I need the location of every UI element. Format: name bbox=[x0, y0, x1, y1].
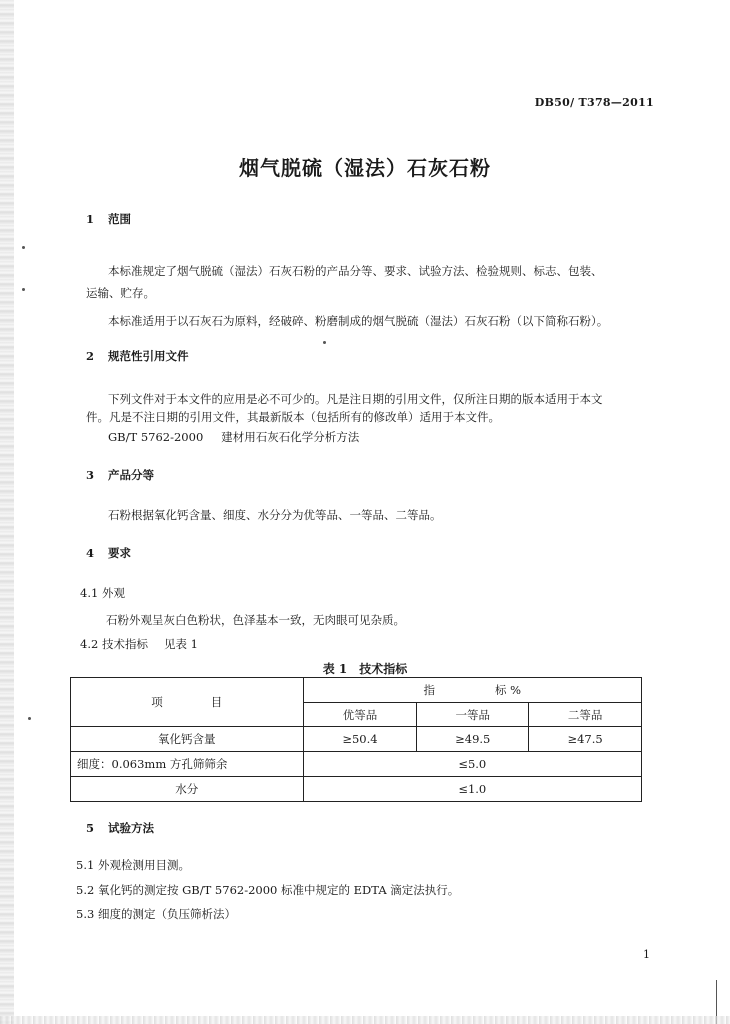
subsection-5-2: 5.2 氧化钙的测定按 GB/T 5762-2000 标准中规定的 EDTA 滴定法执行。 bbox=[76, 883, 460, 897]
subsection-5-3: 5.3 细度的测定（负压筛析法） bbox=[76, 907, 236, 921]
section-number: 4 bbox=[86, 546, 95, 560]
scan-dot bbox=[323, 341, 326, 344]
row-value: ≥49.5 bbox=[417, 727, 529, 752]
section-5-heading bbox=[86, 820, 154, 836]
subsection-4-2-ref: 见表 1 bbox=[163, 637, 198, 651]
table-header-row bbox=[71, 678, 642, 703]
row-item: 氧化钙含量 bbox=[71, 727, 304, 752]
item-header-a: 项 bbox=[151, 695, 163, 709]
subsection-4-2 bbox=[80, 636, 198, 652]
row-item: 水分 bbox=[71, 777, 304, 802]
section-number: 2 bbox=[86, 349, 95, 363]
item-header-b: 目 bbox=[210, 695, 223, 709]
spec-table bbox=[70, 677, 642, 802]
section-title: 要求 bbox=[108, 546, 131, 560]
index-header-a: 指 bbox=[423, 683, 435, 697]
scan-bottom-edge bbox=[0, 1016, 730, 1024]
section-title: 试验方法 bbox=[108, 821, 154, 835]
section-1-para2: 本标准适用于以石灰石为原料，经破碎、粉磨制成的烟气脱硫（湿法）石灰石粉（以下简称石粉）。 bbox=[108, 314, 609, 328]
grade-header: 二等品 bbox=[529, 703, 642, 727]
scan-dot bbox=[22, 246, 25, 249]
grade-header: 一等品 bbox=[417, 703, 529, 727]
subsection-4-2-title: 4.2 技术指标 bbox=[80, 637, 148, 651]
section-number: 1 bbox=[86, 212, 95, 226]
section-2-heading bbox=[86, 348, 189, 364]
reference-entry bbox=[108, 429, 359, 445]
row-merged-value: ≤5.0 bbox=[303, 752, 641, 777]
table-row bbox=[71, 727, 642, 752]
table-caption bbox=[0, 660, 730, 677]
section-2-para-line1: 下列文件对于本文件的应用是必不可少的。凡是注日期的引用文件，仅所注日期的版本适用于本文 bbox=[108, 392, 603, 406]
section-number: 5 bbox=[86, 821, 95, 835]
document-title: 烟气脱硫（湿法）石灰石粉 bbox=[239, 156, 491, 180]
row-merged-value: ≤1.0 bbox=[303, 777, 641, 802]
section-2-para-line2: 件。凡是不注日期的引用文件，其最新版本（包括所有的修改单）适用于本文件。 bbox=[86, 410, 500, 424]
section-3-heading bbox=[86, 467, 154, 483]
subsection-4-1-text: 石粉外观呈灰白色粉状，色泽基本一致，无肉眼可见杂质。 bbox=[106, 613, 405, 627]
page-number: 1 bbox=[643, 948, 650, 961]
row-value: ≥47.5 bbox=[529, 727, 642, 752]
section-1-para1-line2: 运输、贮存。 bbox=[86, 286, 155, 300]
section-4-heading bbox=[86, 545, 131, 561]
section-1-heading bbox=[86, 211, 131, 227]
section-3-para: 石粉根据氧化钙含量、细度、水分分为优等品、一等品、二等品。 bbox=[108, 508, 442, 522]
table-caption-label: 表 1 bbox=[322, 662, 348, 676]
item-header-cell bbox=[71, 678, 304, 727]
section-title: 产品分等 bbox=[108, 468, 154, 482]
row-item: 细度：0.063mm 方孔筛筛余 bbox=[71, 752, 304, 777]
section-title: 规范性引用文件 bbox=[108, 349, 189, 363]
table-row bbox=[71, 752, 642, 777]
reference-title: 建材用石灰石化学分析方法 bbox=[221, 430, 360, 444]
index-header-b: 标 % bbox=[494, 683, 522, 697]
document-id: DB50/ T378—2011 bbox=[534, 96, 654, 109]
subsection-4-1-title: 4.1 外观 bbox=[80, 586, 125, 600]
reference-code: GB/T 5762-2000 bbox=[108, 430, 204, 444]
row-value: ≥50.4 bbox=[303, 727, 417, 752]
scan-dot bbox=[22, 288, 25, 291]
index-header-cell bbox=[303, 678, 641, 703]
grade-header: 优等品 bbox=[303, 703, 417, 727]
scan-dot bbox=[28, 717, 31, 720]
table-row bbox=[71, 777, 642, 802]
section-number: 3 bbox=[86, 468, 95, 482]
table-caption-title: 技术指标 bbox=[359, 662, 408, 676]
section-1-para1-line1: 本标准规定了烟气脱硫（湿法）石灰石粉的产品分等、要求、试验方法、检验规则、标志、包装、 bbox=[108, 264, 603, 278]
subsection-5-1: 5.1 外观检测用目测。 bbox=[76, 858, 190, 872]
section-title: 范围 bbox=[108, 212, 131, 226]
